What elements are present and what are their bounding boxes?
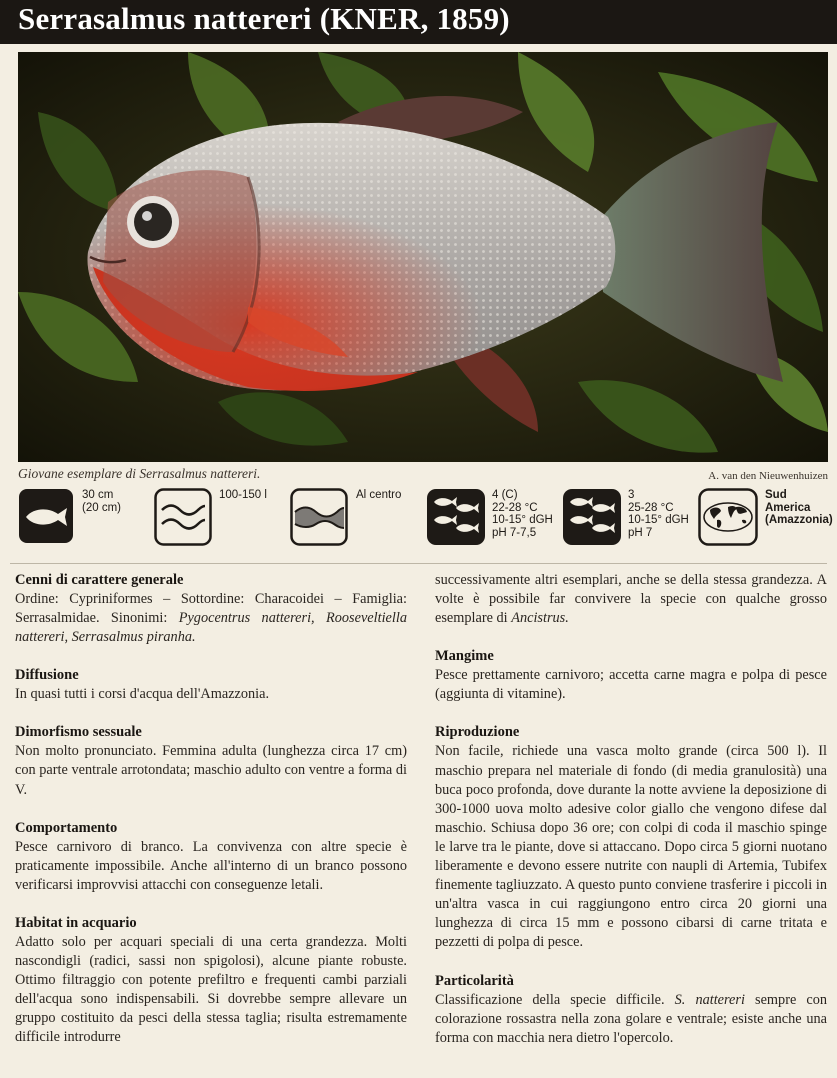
heading-comportamento: Comportamento	[15, 819, 118, 836]
habitat-cont-genus: Ancistrus.	[511, 610, 569, 627]
spec-size-line2: (20 cm)	[82, 501, 121, 514]
spec-zone-line1: Al centro	[356, 489, 402, 501]
heading-particolarita: Particolarità	[435, 972, 514, 989]
section-divider	[10, 563, 827, 564]
spec-zone	[356, 489, 401, 502]
text-diffusione: In quasi tutti i corsi d'acqua dell'Amazzonia.	[15, 686, 270, 703]
photo-credit: A. van den Nieuwenhuizen	[708, 470, 828, 482]
fish-school-icon	[562, 488, 622, 551]
caption-prefix: Giovane esemplare di	[18, 466, 140, 481]
spec-origin-line1: Sud	[765, 489, 787, 501]
middle-zone-icon	[290, 488, 348, 551]
piranha-illustration	[18, 52, 828, 462]
right-column	[435, 571, 827, 1048]
text-particolarita	[435, 991, 827, 1048]
water-waves-icon	[154, 488, 212, 551]
habitat-cont-text-a: successivamente altri esemplari, anche se della stessa grandezza. A volte è possibile far convivere la specie con qualche grosso esemplare di	[435, 572, 827, 627]
text-habitat-continued	[435, 571, 827, 628]
spec-group1-line2: 22-28 °C	[492, 501, 538, 514]
text-habitat: Adatto solo per acquari speciali di una certa grandezza. Molti nascondigli (radici, sassi non spigolosi), alcune piante robuste. Ottimo filtraggio con potente prefiltro e frequenti cambi parziali dell'acqua sono indispensabili. Si dovrebbe sempre allevare un gruppo costituito da pesci della stessa taglia; risulta estremamente difficile introdurre	[15, 933, 407, 1046]
world-map-icon	[698, 488, 758, 551]
title-bar	[0, 0, 837, 44]
spec-group2-line2: 25-28 °C	[628, 501, 674, 514]
spec-group2-line3: 10-15° dGH	[628, 514, 689, 526]
page-title: Serrasalmus nattereri (KNER, 1859)	[18, 1, 510, 36]
spec-origin-line3: (Amazzonia)	[765, 514, 833, 526]
spec-volume	[219, 489, 267, 502]
fish-school-icon	[426, 488, 486, 551]
particolarita-text-a: Classificazione della specie difficile.	[435, 991, 675, 1008]
heading-mangime: Mangime	[435, 648, 494, 665]
text-mangime: Pesce prettamente carnivoro; accetta carne magra e polpa di pesce (aggiunta di vitamine).	[435, 667, 827, 703]
text-riproduzione: Non facile, richiede una vasca molto grande (circa 500 l). Il maschio prepara nel materiale di fondo (di media granulosità) una buca poco profonda, dove durante la notte avviene la deposizione di 300-1000 uova molto adesive color giallo che vengono difese dal maschio. Schiusa dopo 36 ore; con colpi di coda il maschio spinge le larve tra le piante, dove si attaccano. Dopo circa 5 giorni nuotano liberamente e devono essere nutrite con naupli di Artemia, Tubifex finemente tagliuzzato. A questo punto conviene trasferire i piccoli in un'altra vasca in cui raggiungono entro circa 20 giorni una lunghezza di circa 15 mm e possono cibarsi di carne tritata e pezzetti di polpa di pesce.	[435, 743, 827, 951]
spec-group2-line1: 3	[628, 489, 635, 501]
spec-group1-line3: 10-15° dGH	[492, 514, 553, 526]
fish-icon	[18, 488, 74, 549]
spec-origin-line2: America	[765, 501, 811, 514]
text-generale	[15, 590, 407, 647]
spec-volume-line1: 100-150 l	[219, 489, 267, 501]
particolarita-text-b: sempre con colorazione rossastra nella zona golare e ventrale; esiste anche una forma con macchia nera dietro l'opercolo.	[435, 991, 827, 1046]
heading-habitat: Habitat in acquario	[15, 914, 137, 931]
spec-group2-line4: pH 7	[628, 526, 653, 539]
heading-generale: Cenni di carattere generale	[15, 572, 184, 588]
heading-riproduzione: Riproduzione	[435, 724, 520, 741]
fish-photo	[18, 52, 828, 462]
generale-synonyms: Pygocentrus nattereri, Rooseveltiella nattereri, Serrasalmus piranha.	[15, 610, 407, 646]
spec-group1-line1: 4 (C)	[492, 489, 518, 501]
spec-origin	[765, 489, 833, 527]
heading-diffusione: Diffusione	[15, 667, 79, 684]
spec-size	[82, 489, 121, 514]
text-comportamento: Pesce carnivoro di branco. La convivenza con altre specie è praticamente impossibile. Anche all'interno di un branco possono verificarsi improvvisi attacchi con conseguenze letali.	[15, 838, 407, 893]
heading-dimorfismo: Dimorfismo sessuale	[15, 724, 142, 741]
spec-group1	[492, 489, 553, 539]
spec-size-line1: 30 cm	[82, 489, 114, 501]
generale-text-a: Ordine: Cypriniformes – Sottordine: Characoidei – Famiglia: Serrasalmidae. Sinonimi:	[15, 591, 407, 627]
left-column	[15, 571, 407, 1048]
photo-caption	[18, 466, 260, 482]
spec-group1-line4: pH 7-7,5	[492, 526, 537, 539]
particolarita-species: S. nattereri	[674, 991, 745, 1008]
spec-group2	[628, 489, 689, 539]
caption-species: Serrasalmus nattereri.	[139, 466, 261, 481]
text-dimorfismo: Non molto pronunciato. Femmina adulta (lunghezza circa 17 cm) con parte ventrale arrotondata; maschio adulto con ventre a forma di V.	[15, 743, 407, 798]
